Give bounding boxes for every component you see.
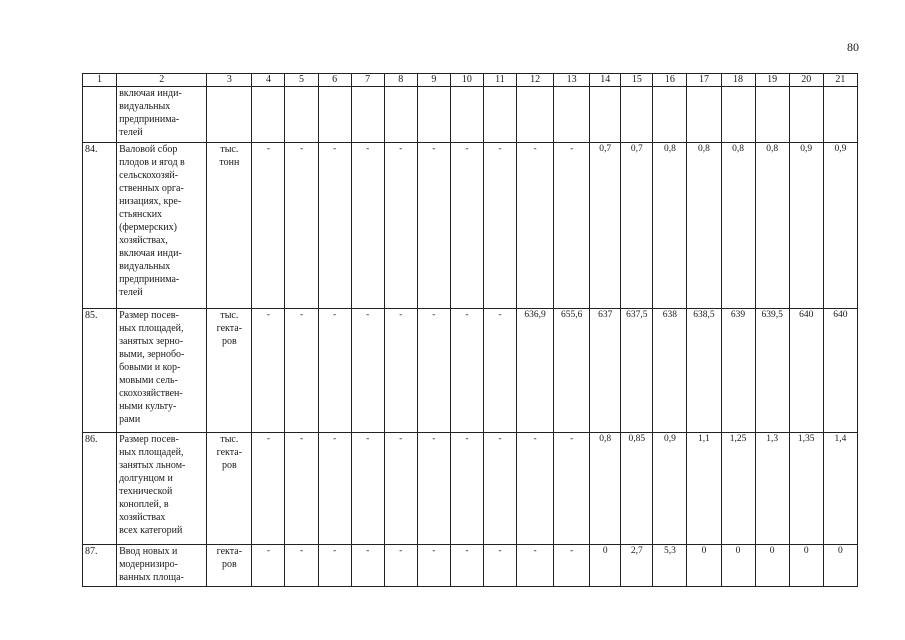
value-cell-col-10: - [450,545,483,587]
value-cell-col-5: - [285,309,318,433]
value-cell-col-20: 0 [789,545,823,587]
column-header-2: 2 [117,74,207,87]
value-cell-col-5: - [285,143,318,309]
value-cell-col-19: 0 [755,545,789,587]
unit-of-measure: гекта- ров [207,545,252,587]
value-cell-col-7: - [351,143,384,309]
column-header-14: 14 [590,74,621,87]
value-cell-col-16: 5,3 [653,545,687,587]
value-cell-col-17: 0,8 [687,143,721,309]
unit-of-measure: тыс. тонн [207,143,252,309]
value-cell-col-13: - [554,143,590,309]
column-header-21: 21 [823,74,857,87]
table-row [83,545,858,587]
value-cell-col-13: - [554,545,590,587]
value-cell-col-18: 1,25 [721,433,755,545]
value-cell-col-21 [823,87,857,143]
column-header-8: 8 [384,74,417,87]
value-cell-col-14: 637 [590,309,621,433]
value-cell-col-7: - [351,545,384,587]
value-cell-col-8: - [384,545,417,587]
column-header-17: 17 [687,74,721,87]
value-cell-col-14 [590,87,621,143]
value-cell-col-10: - [450,433,483,545]
value-cell-col-11: - [483,143,516,309]
column-header-18: 18 [721,74,755,87]
value-cell-col-5: - [285,545,318,587]
indicator-name: Ввод новых и модернизиро- ванных площа- [117,545,207,587]
value-cell-col-16: 638 [653,309,687,433]
value-cell-col-7 [351,87,384,143]
value-cell-col-8: - [384,433,417,545]
value-cell-col-20 [789,87,823,143]
value-cell-col-18 [721,87,755,143]
value-cell-col-20: 0,9 [789,143,823,309]
column-header-19: 19 [755,74,789,87]
value-cell-col-18: 0 [721,545,755,587]
value-cell-col-7: - [351,309,384,433]
value-cell-col-4: - [252,433,285,545]
value-cell-col-9: - [417,309,450,433]
value-cell-col-4: - [252,309,285,433]
value-cell-col-21: 0,9 [823,143,857,309]
column-header-13: 13 [554,74,590,87]
unit-of-measure: тыс. гекта- ров [207,309,252,433]
value-cell-col-15: 2,7 [621,545,653,587]
value-cell-col-6: - [318,143,351,309]
value-cell-col-20: 640 [789,309,823,433]
value-cell-col-8 [384,87,417,143]
row-number: 86. [83,433,117,545]
value-cell-col-14: 0,8 [590,433,621,545]
value-cell-col-18: 0,8 [721,143,755,309]
value-cell-col-15: 0,7 [621,143,653,309]
value-cell-col-19 [755,87,789,143]
unit-of-measure: тыс. гекта- ров [207,433,252,545]
value-cell-col-16 [653,87,687,143]
value-cell-col-10: - [450,309,483,433]
value-cell-col-13: - [554,433,590,545]
column-header-10: 10 [450,74,483,87]
value-cell-col-15: 0,85 [621,433,653,545]
value-cell-col-10 [450,87,483,143]
value-cell-col-9 [417,87,450,143]
value-cell-col-20: 1,35 [789,433,823,545]
column-header-3: 3 [207,74,252,87]
value-cell-col-21: 1,4 [823,433,857,545]
value-cell-col-16: 0,9 [653,433,687,545]
value-cell-col-12 [517,87,554,143]
value-cell-col-16: 0,8 [653,143,687,309]
value-cell-col-13 [554,87,590,143]
column-header-1: 1 [83,74,117,87]
column-header-12: 12 [517,74,554,87]
value-cell-col-21: 640 [823,309,857,433]
indicator-name: Размер посев- ных площадей, занятых зерно- выми, зернобо- бовыми и кор- мовыми сель- скохозяйствен- ными культу- рами [117,309,207,433]
value-cell-col-11: - [483,309,516,433]
column-header-20: 20 [789,74,823,87]
indicator-name: включая инди- видуальных предпринима- телей [117,87,207,143]
value-cell-col-12: 636,9 [517,309,554,433]
value-cell-col-18: 639 [721,309,755,433]
column-header-6: 6 [318,74,351,87]
column-header-5: 5 [285,74,318,87]
column-header-9: 9 [417,74,450,87]
value-cell-col-12: - [517,433,554,545]
column-header-7: 7 [351,74,384,87]
value-cell-col-4 [252,87,285,143]
value-cell-col-14: 0,7 [590,143,621,309]
value-cell-col-6 [318,87,351,143]
table-row [83,87,858,143]
value-cell-col-4: - [252,545,285,587]
column-header-4: 4 [252,74,285,87]
value-cell-col-8: - [384,143,417,309]
table-body [83,87,858,587]
value-cell-col-15 [621,87,653,143]
value-cell-col-11: - [483,545,516,587]
value-cell-col-17: 0 [687,545,721,587]
value-cell-col-10: - [450,143,483,309]
table-row [83,143,858,309]
unit-of-measure [207,87,252,143]
row-number: 87. [83,545,117,587]
value-cell-col-19: 1,3 [755,433,789,545]
value-cell-col-5 [285,87,318,143]
value-cell-col-6: - [318,433,351,545]
table-row [83,309,858,433]
value-cell-col-6: - [318,309,351,433]
value-cell-col-8: - [384,309,417,433]
value-cell-col-13: 655,6 [554,309,590,433]
value-cell-col-6: - [318,545,351,587]
value-cell-col-9: - [417,545,450,587]
value-cell-col-9: - [417,433,450,545]
value-cell-col-17: 638,5 [687,309,721,433]
page-number: 80 [847,40,859,54]
value-cell-col-17 [687,87,721,143]
value-cell-col-19: 0,8 [755,143,789,309]
value-cell-col-19: 639,5 [755,309,789,433]
value-cell-col-12: - [517,143,554,309]
indicator-name: Валовой сбор плодов и ягод в сельскохозяй- ственных орга- низациях, кре- стьянских (фермерских) хозяйствах, включая инди- видуальных предпринима- телей [117,143,207,309]
value-cell-col-4: - [252,143,285,309]
column-header-16: 16 [653,74,687,87]
value-cell-col-5: - [285,433,318,545]
column-header-15: 15 [621,74,653,87]
value-cell-col-7: - [351,433,384,545]
value-cell-col-17: 1,1 [687,433,721,545]
value-cell-col-15: 637,5 [621,309,653,433]
row-number [83,87,117,143]
row-number: 84. [83,143,117,309]
value-cell-col-14: 0 [590,545,621,587]
value-cell-col-11 [483,87,516,143]
row-number: 85. [83,309,117,433]
indicator-name: Размер посев- ных площадей, занятых льном- долгунцом и технической коноплей, в хозяйствах всех категорий [117,433,207,545]
value-cell-col-11: - [483,433,516,545]
data-table [82,73,858,587]
table-row [83,433,858,545]
value-cell-col-21: 0 [823,545,857,587]
value-cell-col-9: - [417,143,450,309]
value-cell-col-12: - [517,545,554,587]
column-header-11: 11 [483,74,516,87]
header-row [83,74,858,87]
